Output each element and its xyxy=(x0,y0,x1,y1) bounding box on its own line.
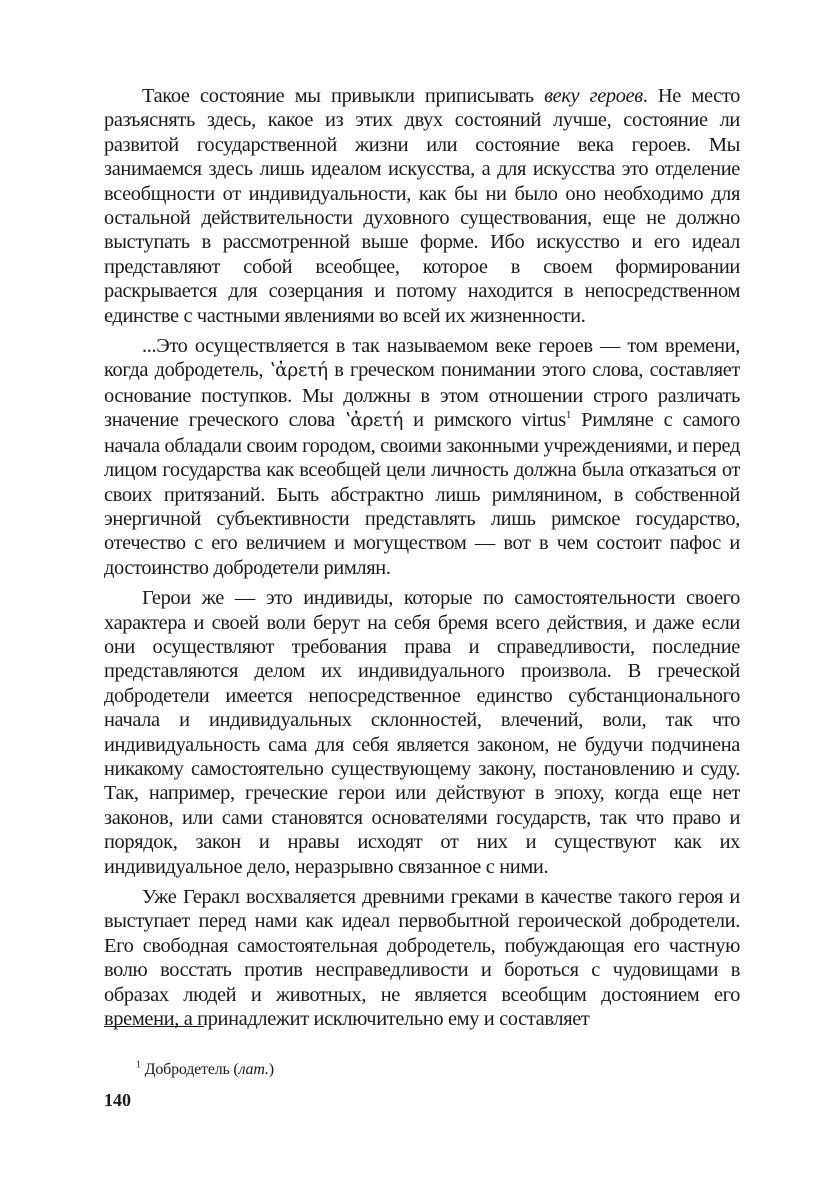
footnote-close: ) xyxy=(268,1061,274,1078)
text-run: и римского virtus xyxy=(402,409,566,432)
paragraph xyxy=(104,84,740,328)
text-run: . Не место разъяснять здесь, какое из этих двух состояний лучше, состояние ли развитой государственной жизни или состояние века героев. Мы занимаемся здесь лишь идеалом искусства, а для искусства это отделение всеобщности от индивидуальности, как бы ни было оно необходимо для остальной действительности духовного существования, еще не должно выступать в рассмотренной выше форме. Ибо искусство и его идеал представляют собой всеобщее, которое в своем формировании раскрывается для созерцания и потому находится в непосредственном единстве с частными явлениями во всей их жизненности. xyxy=(104,85,740,327)
footnote xyxy=(136,1060,274,1080)
text-run: Герои же — это индивиды, которые по самостоятельности своего характера и своей воли берут на себя бремя всего действия, и даже если они осуществляют требования права и справедливости, последние представляются делом их индивидуального произвола. В греческой добродетели имеется непосредственное единство субстанционального начала и индивидуальных склонностей, влечений, воли, так что индивидуальность сама для себя является законом, не будучи подчинена никакому самостоятельно существующему закону, постановлению и суду. Так, например, греческие герои или действуют в эпоху, когда еще нет законов, или сами становятся основателями государств, так что право и порядок, закон и нравы исходят от них и существуют как их индивидуальное дело, неразрывно связанное с ними. xyxy=(104,587,740,878)
text-run: Римляне с самого начала обладали своим городом, своими законными учреждениями, и перед лицом государства как всеобщей цели личность должна была отказаться от своих притязаний. Быть абстрактно лишь римлянином, в собственной энергичной субъективности представлять лишь римское государство, отечество с его величием и могуществом — вот в чем состоит пафос и достоинство добродетели римлян. xyxy=(104,409,740,579)
footnote-divider xyxy=(104,1026,204,1027)
footnote-ref: 1 xyxy=(565,409,572,422)
emphasis: веку героев xyxy=(544,85,643,107)
page-number: 140 xyxy=(104,1090,131,1110)
main-text xyxy=(104,84,740,1031)
greek-word: ʽἀρετή xyxy=(269,360,328,382)
paragraph xyxy=(104,885,740,1031)
footnote-text: Добродетель ( xyxy=(140,1061,239,1078)
text-run: Уже Геракл восхваляется древними греками в качестве такого героя и выступает перед нами как идеал первобытной героической добродетели. Его свободная самостоятельная добродетель, побуждающая его частную волю восстать против несправедливости и бороться с чудовищами в образах людей и животных, не является всеобщим достоянием его времени, а принадлежит исключительно ему и составляет xyxy=(104,886,740,1031)
text-run: в греческом понимании этого слова, составляет основание поступков. Мы должны в этом отношении строго различать значение греческого слова xyxy=(104,359,740,432)
text-run: Такое состояние мы привыкли приписывать xyxy=(142,85,545,107)
paragraph xyxy=(104,334,740,580)
greek-word: ʽἀρετή xyxy=(344,410,403,432)
footnote-marker: 1 xyxy=(136,1059,141,1071)
footnote-abbr: лат. xyxy=(238,1061,269,1078)
paragraph xyxy=(104,586,740,879)
text-run: ...Это осуществляется в так называемом веке героев — том времени, когда добродетель, xyxy=(104,335,740,382)
